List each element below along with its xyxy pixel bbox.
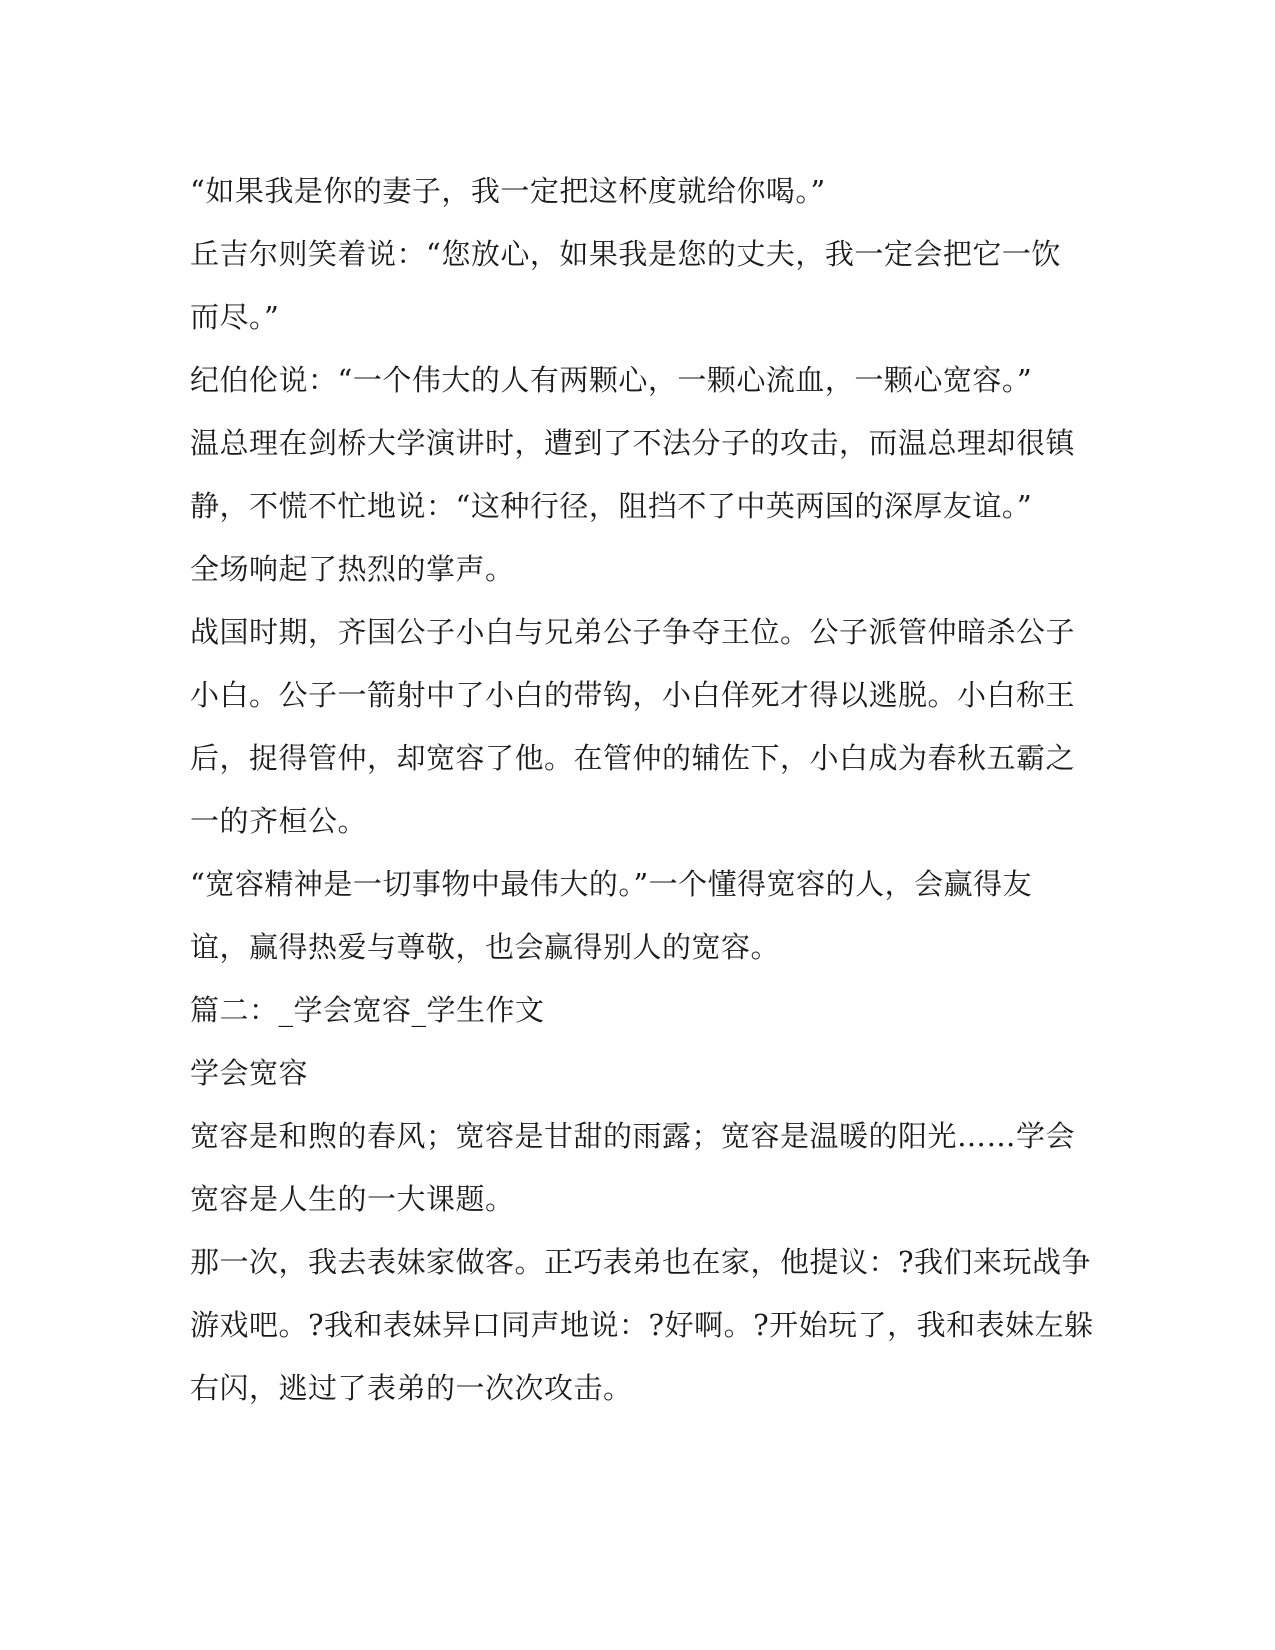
text-line: “如果我是你的妻子，我一定把这杯度就给你喝。” bbox=[190, 174, 826, 208]
text-line: 那一次，我去表妹家做客。正巧表弟也在家，他提议：?我们来玩战争 bbox=[190, 1245, 1092, 1279]
text-line: 而尽。” bbox=[190, 300, 280, 334]
document-body bbox=[190, 160, 1094, 1420]
text-line: 静，不慌不忙地说：“这种行径，阻挡不了中英两国的深厚友谊。” bbox=[190, 489, 1033, 523]
text-line: 小白。公子一箭射中了小白的带钩，小白佯死才得以逃脱。小白称王 bbox=[190, 678, 1076, 712]
text-line: 谊，赢得热爱与尊敬，也会赢得别人的宽容。 bbox=[190, 930, 781, 964]
text-line: 全场响起了热烈的掌声。 bbox=[190, 552, 515, 586]
text-line: 纪伯伦说：“一个伟大的人有两颗心，一颗心流血，一颗心宽容。” bbox=[190, 363, 1033, 397]
text-line: 宽容是人生的一大课题。 bbox=[190, 1182, 515, 1216]
text-line: 后，捉得管仲，却宽容了他。在管仲的辅佐下，小白成为春秋五霸之 bbox=[190, 741, 1076, 775]
text-line: 丘吉尔则笑着说：“您放心，如果我是您的丈夫，我一定会把它一饮 bbox=[190, 237, 1061, 271]
text-line: 战国时期，齐国公子小白与兄弟公子争夺王位。公子派管仲暗杀公子 bbox=[190, 615, 1076, 649]
text-line: “宽容精神是一切事物中最伟大的。”一个懂得宽容的人，会赢得友 bbox=[190, 867, 1033, 901]
essay-title: 学会宽容 bbox=[190, 1056, 309, 1090]
text-line: 一的齐桓公。 bbox=[190, 804, 368, 838]
text-line: 宽容是和煦的春风；宽容是甘甜的雨露；宽容是温暖的阳光……学会 bbox=[190, 1119, 1076, 1153]
text-line: 游戏吧。?我和表妹异口同声地说：?好啊。?开始玩了，我和表妹左躲 bbox=[190, 1308, 1094, 1342]
text-line: 温总理在剑桥大学演讲时，遭到了不法分子的攻击，而温总理却很镇 bbox=[190, 426, 1076, 460]
text-line: 右闪，逃过了表弟的一次次攻击。 bbox=[190, 1371, 633, 1405]
section-heading: 篇二：_学会宽容_学生作文 bbox=[190, 993, 545, 1027]
